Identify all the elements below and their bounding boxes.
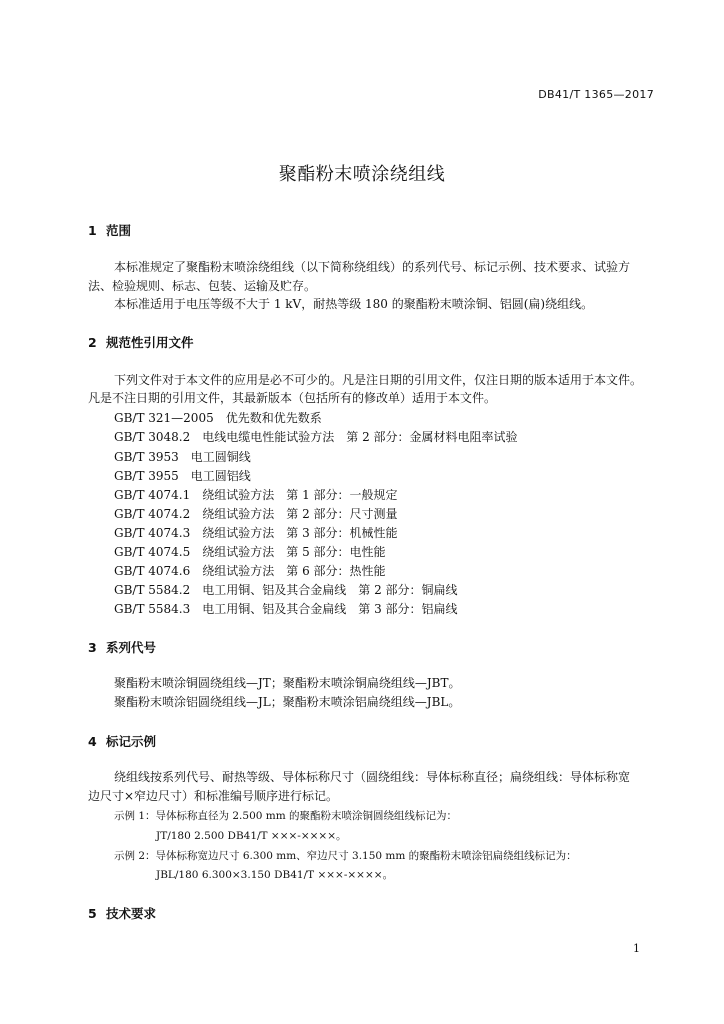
document-title: 聚酯粉末喷涂绕组线	[278, 164, 446, 185]
series-code-line-1: 聚酯粉末喷涂铜圆绕组线—JT；聚酯粉末喷涂铜扁绕组线—JBT。	[114, 676, 461, 690]
section-title: 标记示例	[106, 734, 157, 749]
marking-paragraph-line-1: 绕组线按系列代号、耐热等级、导体标称尺寸（圆绕组线：导体标称直径；扁绕组线：导体标称宽	[114, 770, 631, 784]
reference-item: GB/T 3953 电工圆铜线	[114, 450, 251, 464]
section-heading-2	[88, 333, 194, 351]
section-number: 4	[88, 734, 97, 749]
example-2-text: 导体标称宽边尺寸 6.300 mm、窄边尺寸 3.150 mm 的聚酯粉末喷涂铝扁绕组线标记为：	[155, 850, 577, 862]
section-number: 3	[88, 640, 97, 655]
scope-paragraph-1-line-2: 法、检验规则、标志、包装、运输及贮存。	[88, 279, 317, 293]
section-heading-4	[88, 732, 156, 750]
section-number: 5	[88, 906, 97, 921]
example-1	[114, 808, 457, 823]
scope-paragraph-2: 本标准适用于电压等级不大于 1 kV，耐热等级 180 的聚酯粉末喷涂铜、铝圆(扁)绕组线。	[114, 297, 594, 311]
normative-intro-line-1: 下列文件对于本文件的应用是必不可少的。凡是注日期的引用文件，仅注日期的版本适用于本文件。	[114, 373, 643, 387]
example-2-code: JBL/180 6.300×3.150 DB41/T ×××-××××。	[156, 869, 394, 881]
standard-code-header: DB41/T 1365—2017	[538, 88, 654, 101]
reference-item: GB/T 321—2005 优先数和优先数系	[114, 411, 322, 425]
section-number: 2	[88, 335, 97, 350]
example-1-label: 示例 1：	[114, 810, 156, 822]
reference-item: GB/T 5584.3 电工用铜、铝及其合金扁线 第 3 部分：铝扁线	[114, 602, 458, 616]
reference-item: GB/T 4074.2 绕组试验方法 第 2 部分：尺寸测量	[114, 507, 398, 521]
series-code-line-2: 聚酯粉末喷涂铝圆绕组线—JL；聚酯粉末喷涂铝扁绕组线—JBL。	[114, 695, 461, 709]
reference-item: GB/T 4074.1 绕组试验方法 第 1 部分：一般规定	[114, 488, 398, 502]
page-number: 1	[633, 942, 640, 955]
marking-paragraph-line-2: 边尺寸×窄边尺寸）和标准编号顺序进行标记。	[88, 789, 339, 803]
reference-item: GB/T 4074.3 绕组试验方法 第 3 部分：机械性能	[114, 526, 398, 540]
reference-item: GB/T 5584.2 电工用铜、铝及其合金扁线 第 2 部分：铜扁线	[114, 583, 458, 597]
section-number: 1	[88, 223, 97, 238]
section-title: 范围	[106, 223, 132, 238]
normative-intro-line-2: 凡是不注日期的引用文件，其最新版本（包括所有的修改单）适用于本文件。	[88, 391, 497, 405]
section-title: 规范性引用文件	[106, 335, 194, 350]
example-2	[114, 848, 577, 863]
reference-item: GB/T 3955 电工圆铝线	[114, 469, 251, 483]
section-heading-3	[88, 638, 156, 656]
reference-item: GB/T 4074.5 绕组试验方法 第 5 部分：电性能	[114, 545, 386, 559]
example-1-text: 导体标称直径为 2.500 mm 的聚酯粉末喷涂铜圆绕组线标记为：	[155, 810, 458, 822]
section-title: 系列代号	[106, 640, 157, 655]
section-heading-5	[88, 904, 156, 922]
reference-item: GB/T 3048.2 电线电缆电性能试验方法 第 2 部分：金属材料电阻率试验	[114, 430, 518, 444]
example-1-code: JT/180 2.500 DB41/T ×××-××××。	[156, 830, 347, 842]
example-2-label: 示例 2：	[114, 850, 156, 862]
section-heading-1	[88, 221, 131, 239]
reference-item: GB/T 4074.6 绕组试验方法 第 6 部分：热性能	[114, 564, 386, 578]
section-title: 技术要求	[106, 906, 157, 921]
scope-paragraph-1-line-1: 本标准规定了聚酯粉末喷涂绕组线（以下简称绕组线）的系列代号、标记示例、技术要求、试验方	[114, 260, 631, 274]
